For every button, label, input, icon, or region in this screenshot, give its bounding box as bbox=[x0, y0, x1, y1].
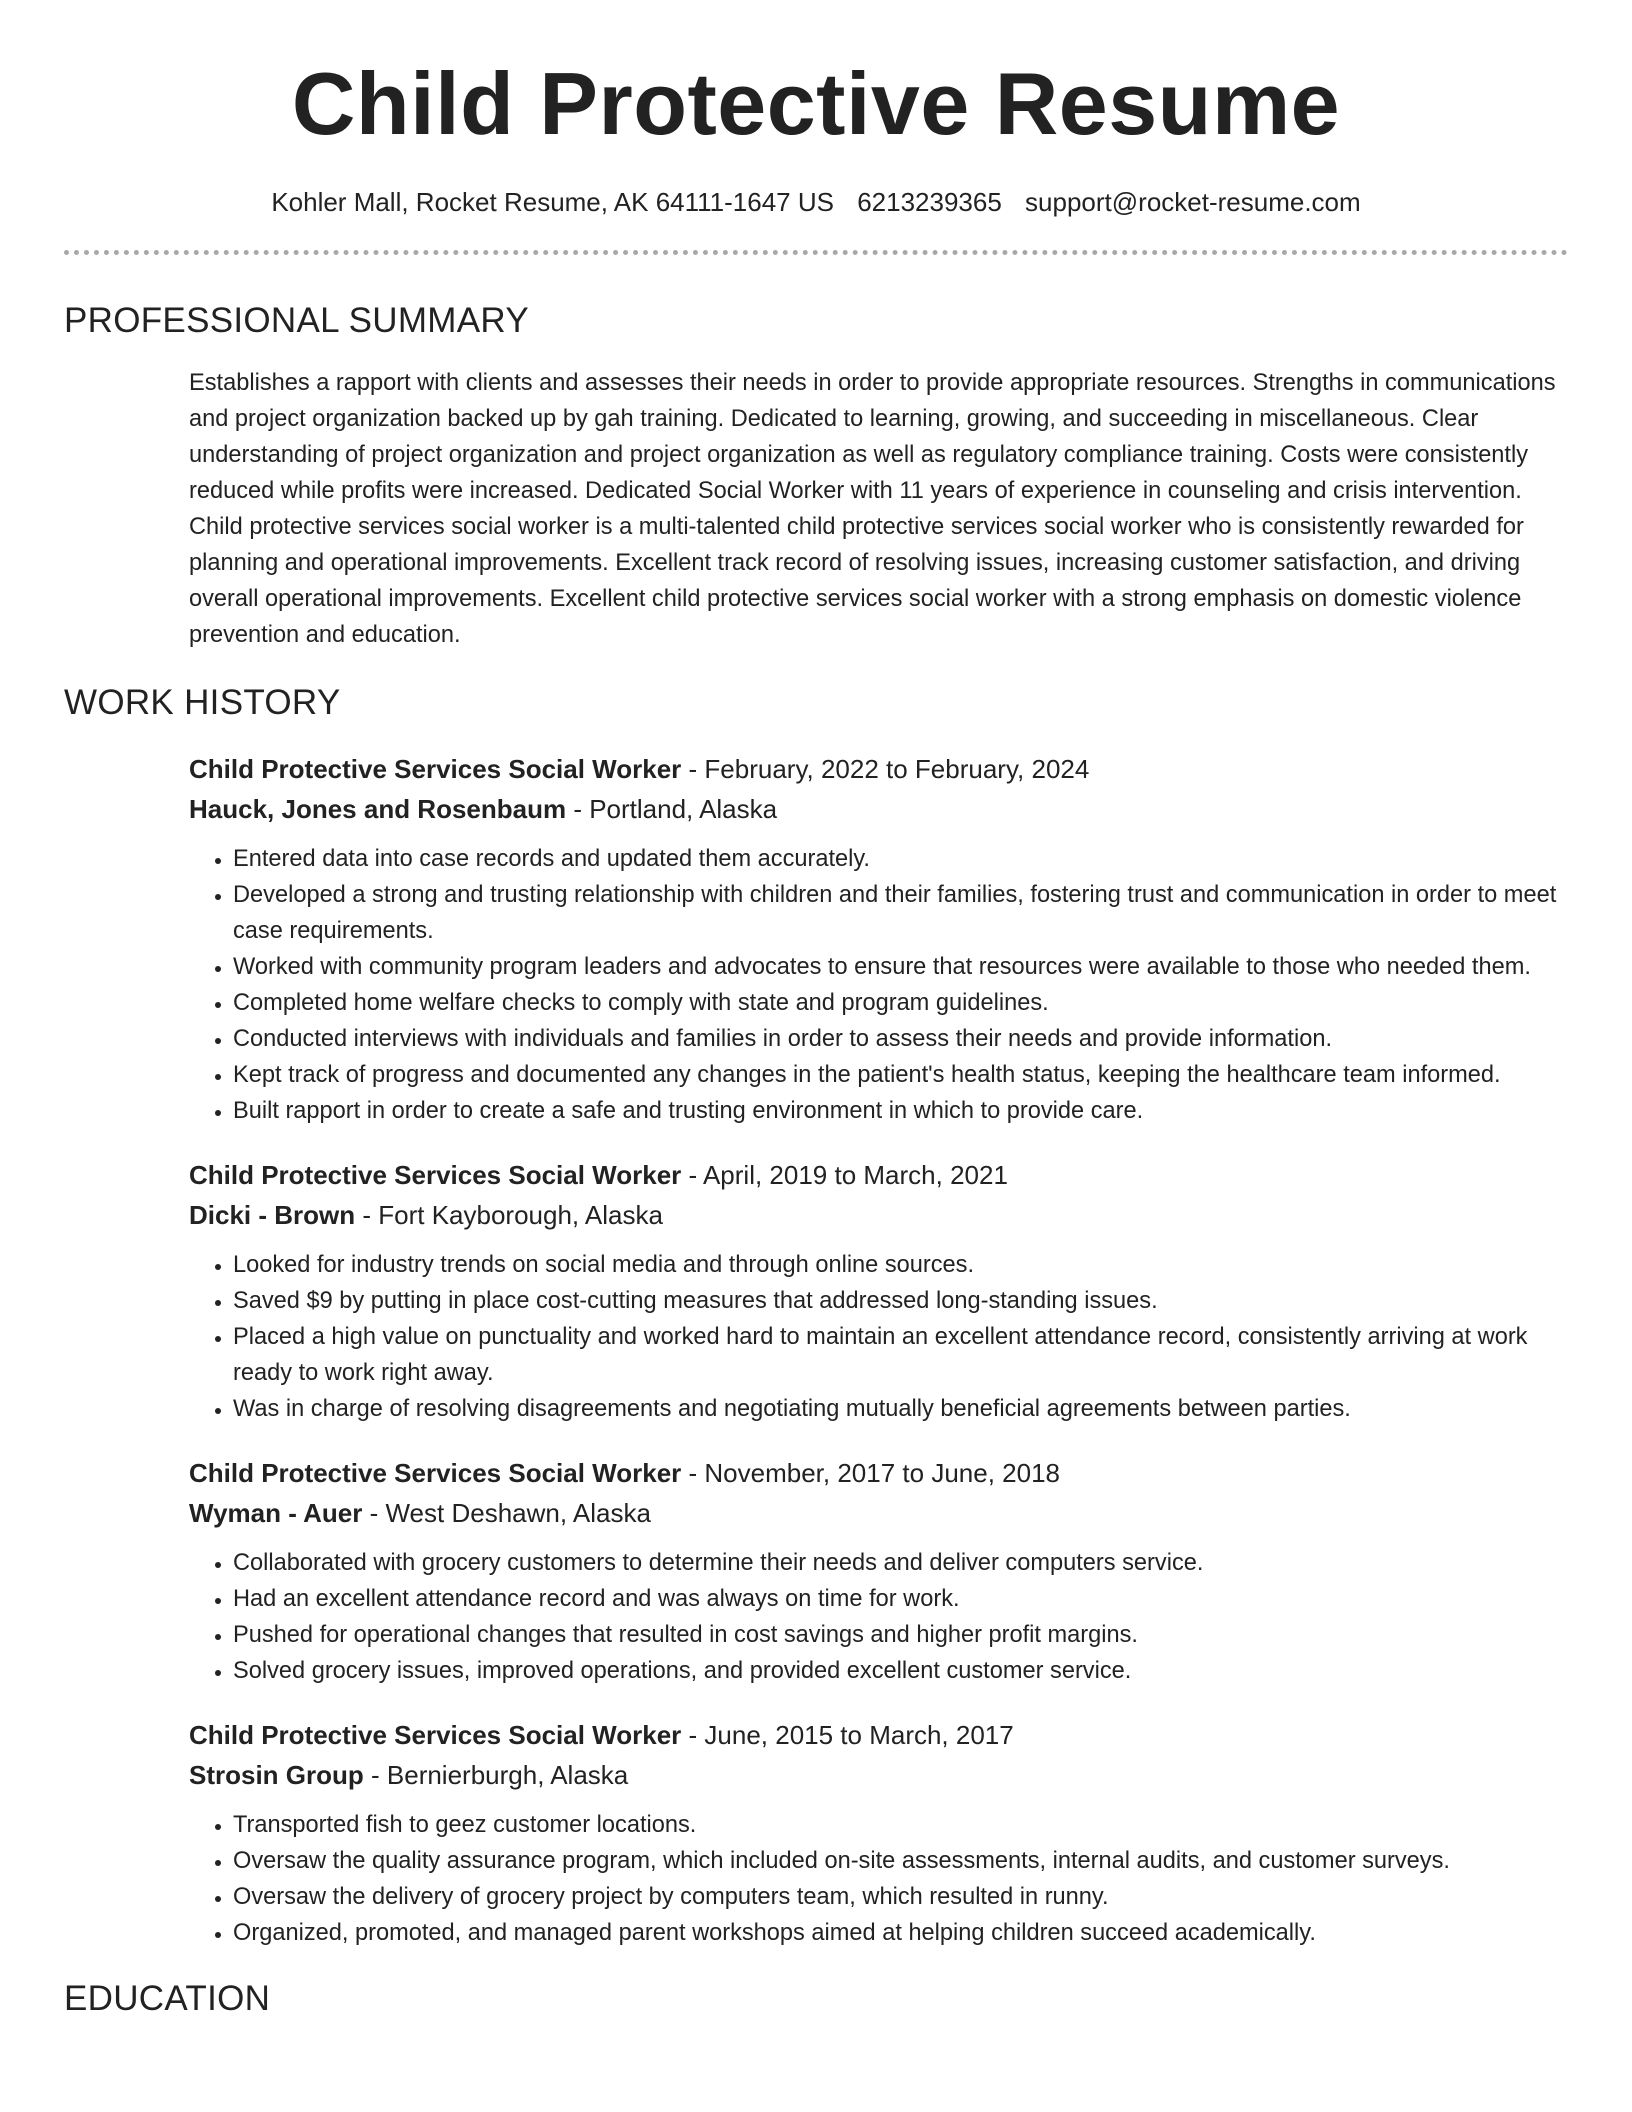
job-title-line bbox=[189, 1155, 1568, 1195]
contact-phone: 6213239365 bbox=[857, 187, 1002, 217]
job-title: Child Protective Services Social Worker bbox=[189, 1720, 682, 1750]
job-company-line bbox=[189, 1755, 1568, 1795]
contact-line bbox=[0, 184, 1632, 220]
education-section bbox=[0, 1977, 1632, 2021]
list-item: • Entered data into case records and updated them accurately. bbox=[233, 841, 1568, 877]
job-company: Wyman - Auer bbox=[189, 1498, 363, 1528]
job-title-line bbox=[189, 749, 1568, 789]
work-history-heading: WORK HISTORY bbox=[64, 683, 341, 722]
job-bullets bbox=[189, 1247, 1568, 1427]
list-item: • Saved $9 by putting in place cost-cutting measures that addressed long-standing issues. bbox=[233, 1283, 1568, 1319]
list-item: • Placed a high value on punctuality and worked hard to maintain an excellent attendance record, consistently arriving at work ready to work right away. bbox=[233, 1319, 1568, 1391]
job-location: - Fort Kayborough, Alaska bbox=[355, 1200, 663, 1230]
job-location: - Portland, Alaska bbox=[566, 794, 778, 824]
job-title-line bbox=[189, 1715, 1568, 1755]
list-item: • Oversaw the quality assurance program, which included on-site assessments, internal audits, and customer surveys. bbox=[233, 1843, 1568, 1879]
job-bullets bbox=[189, 1545, 1568, 1689]
list-item: • Developed a strong and trusting relationship with children and their families, fostering trust and communication in order to meet case requirements. bbox=[233, 877, 1568, 949]
job-bullets bbox=[189, 1807, 1568, 1951]
job-entry bbox=[189, 1453, 1568, 1689]
job-company: Dicki - Brown bbox=[189, 1200, 356, 1230]
list-item: • Kept track of progress and documented any changes in the patient's health status, keeping the healthcare team informed. bbox=[233, 1057, 1568, 1093]
job-entry bbox=[189, 1155, 1568, 1427]
job-title-line bbox=[189, 1453, 1568, 1493]
job-dates: - February, 2022 to February, 2024 bbox=[681, 754, 1090, 784]
job-title: Child Protective Services Social Worker bbox=[189, 1458, 682, 1488]
work-history-section bbox=[0, 681, 1632, 1951]
job-location: - West Deshawn, Alaska bbox=[362, 1498, 651, 1528]
job-company-line bbox=[189, 1493, 1568, 1533]
resume-header bbox=[0, 0, 1632, 220]
summary-text: Establishes a rapport with clients and assesses their needs in order to provide appropriate resources. Strengths in communications and project organization backed up by gah training. Dedicated to learning, growing, and succeeding in miscellaneous. Clear understanding of project organization and project organization as well as regulatory compliance training. Costs were consistently reduced while profits were increased. Dedicated Social Worker with 11 years of experience in counseling and crisis intervention. Child protective services social worker is a multi-talented child protective services social worker who is consistently rewarded for planning and operational improvements. Excellent track record of resolving issues, increasing customer satisfaction, and driving overall operational improvements. Excellent child protective services social worker with a strong emphasis on domestic violence prevention and education. bbox=[189, 370, 1556, 648]
list-item: • Transported fish to geez customer locations. bbox=[233, 1807, 1568, 1843]
job-title: Child Protective Services Social Worker bbox=[189, 1160, 682, 1190]
resume-title: Child Protective Resume bbox=[291, 54, 1341, 153]
list-item: • Looked for industry trends on social media and through online sources. bbox=[233, 1247, 1568, 1283]
job-company: Strosin Group bbox=[189, 1760, 364, 1790]
list-item: • Was in charge of resolving disagreements and negotiating mutually beneficial agreements between parties. bbox=[233, 1391, 1568, 1427]
job-dates: - June, 2015 to March, 2017 bbox=[681, 1720, 1014, 1750]
job-company-line bbox=[189, 1195, 1568, 1235]
list-item: • Pushed for operational changes that resulted in cost savings and higher profit margins. bbox=[233, 1617, 1568, 1653]
contact-email: support@rocket-resume.com bbox=[1025, 187, 1361, 217]
list-item: • Collaborated with grocery customers to determine their needs and deliver computers service. bbox=[233, 1545, 1568, 1581]
job-bullets bbox=[189, 841, 1568, 1129]
contact-address: Kohler Mall, Rocket Resume, AK 64111-1647 US bbox=[271, 187, 834, 217]
list-item: • Had an excellent attendance record and was always on time for work. bbox=[233, 1581, 1568, 1617]
summary-heading: PROFESSIONAL SUMMARY bbox=[64, 301, 529, 340]
header-divider bbox=[64, 250, 1568, 255]
list-item: • Worked with community program leaders and advocates to ensure that resources were available to those who needed them. bbox=[233, 949, 1568, 985]
job-entry bbox=[189, 1715, 1568, 1951]
job-dates: - April, 2019 to March, 2021 bbox=[681, 1160, 1008, 1190]
job-dates: - November, 2017 to June, 2018 bbox=[681, 1458, 1060, 1488]
list-item: • Organized, promoted, and managed parent workshops aimed at helping children succeed academically. bbox=[233, 1915, 1568, 1951]
job-entry bbox=[189, 749, 1568, 1129]
list-item: • Oversaw the delivery of grocery project by computers team, which resulted in runny. bbox=[233, 1879, 1568, 1915]
list-item: • Completed home welfare checks to comply with state and program guidelines. bbox=[233, 985, 1568, 1021]
education-heading: EDUCATION bbox=[64, 1979, 271, 2018]
list-item: • Solved grocery issues, improved operations, and provided excellent customer service. bbox=[233, 1653, 1568, 1689]
job-company: Hauck, Jones and Rosenbaum bbox=[189, 794, 567, 824]
job-location: - Bernierburgh, Alaska bbox=[363, 1760, 629, 1790]
summary-section bbox=[0, 299, 1632, 653]
job-company-line bbox=[189, 789, 1568, 829]
list-item: • Conducted interviews with individuals and families in order to assess their needs and provide information. bbox=[233, 1021, 1568, 1057]
job-title: Child Protective Services Social Worker bbox=[189, 754, 682, 784]
list-item: • Built rapport in order to create a safe and trusting environment in which to provide care. bbox=[233, 1093, 1568, 1129]
